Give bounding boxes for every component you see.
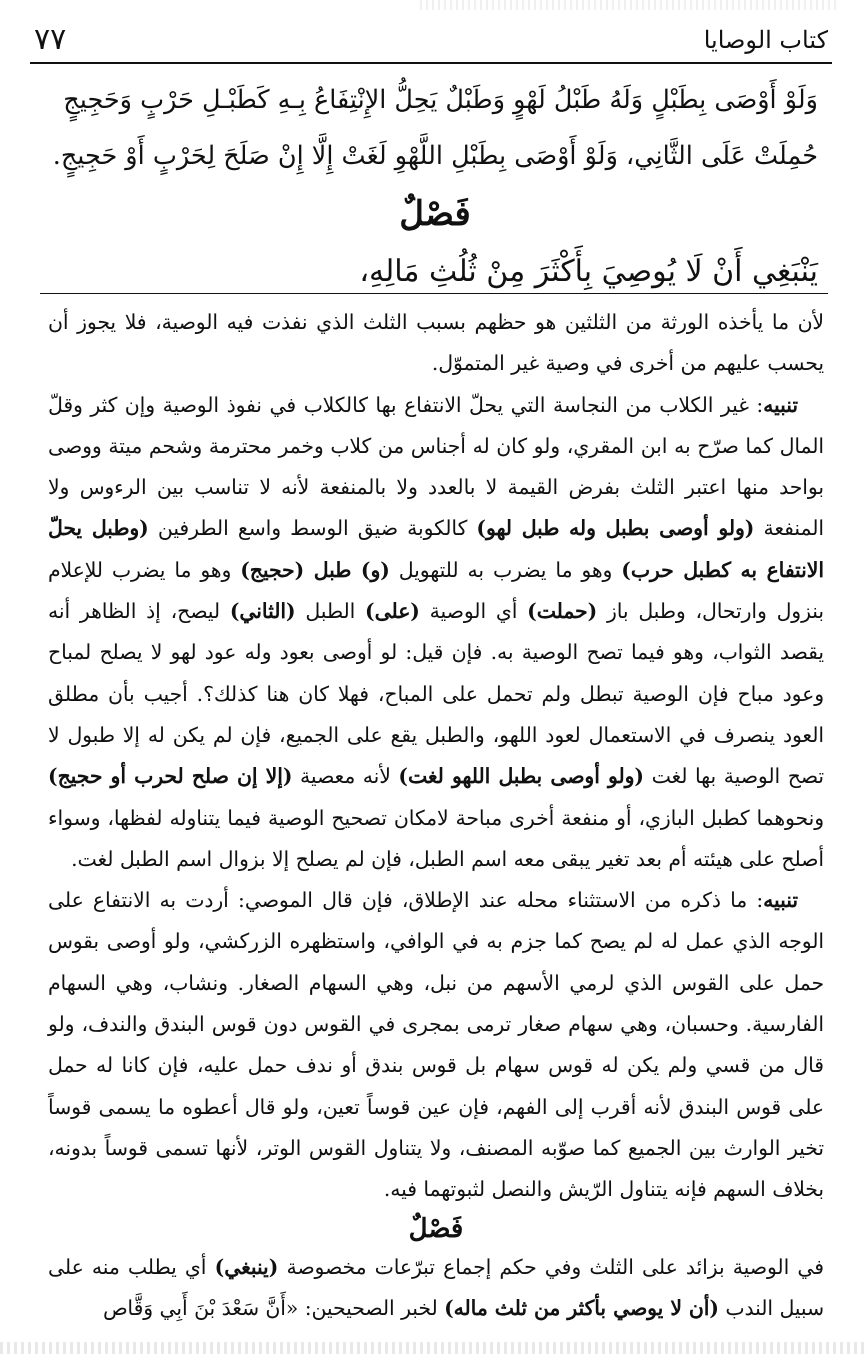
commentary-text: [48, 302, 824, 1329]
text-run: : غير الكلاب من النجاسة التي يحلّ الانتفاع بها كالكلاب في نفوذ الوصية وإن كثر وقلّ المال كما صرّح به ابن المقري، ولو كان له أجناس من كلاب وخمر محترمة وشحم ميتة ووصى بواحد منها اعتبر الثلث بفرض القيمة لا بالعدد ولا بالمنفعة لأنه لا تناسب بين الرءوس ولا المنفعة: [48, 392, 825, 541]
matn-quote: (ينبغي): [214, 1254, 279, 1279]
matn-quote: (و) طبل (حجيج): [240, 557, 390, 582]
matn-quote: (إلا إن صلح لحرب أو حجيج): [48, 764, 293, 789]
text-run: ونحوهما كطبل البازي، أو منفعة أخرى مباحة لامكان تصحيح الوصية فيما يتناوله لفظها، وسواء أصلح على هيئته أم بعد تغير يبقى معه اسم الطبل، فإن لم يصلح إلا بزوال اسم الطبل لغت.: [48, 805, 824, 871]
text-run: وهو ما يضرب للإعلام بنزول وارتحال، وطبل باز: [48, 557, 824, 624]
matn-line-1: وَلَوْ أَوْصَى بِطَبْلٍ وَلَهُ طَبْلُ لَهْوٍ وَطَبْلٌ يَحِلُّ الإِنْتِفَاعُ بِـهِ كَطَبْـلِ حَرْبٍ وَحَجِيجٍ: [63, 85, 818, 115]
matn-quote: (أن لا يوصي بأكثر من ثلث ماله): [444, 1295, 719, 1320]
text-run: ليصح، إذ الظاهر أنه يقصد الثواب، وهو فيما تصح الوصية به. فإن قيل: لو أوصى بعود وله عود لهو لا يصلح لمباح وعود مباح فإن الوصية تبطل ولم تحمل على المباح، فهلا كان هنا كذلك؟. أجيب بأن مطلق العود ينصرف في الاستعمال لعود اللهو، والطبل يقع على الجميع، فإن لم يكن له إلا طبول لا تصح الوصية بها لغت: [48, 599, 824, 789]
page-header: [30, 16, 832, 64]
divider-line: [40, 293, 828, 294]
scan-noise-top: [420, 0, 840, 10]
section-heading: فَصْلٌ: [399, 194, 471, 234]
matn-quote: (على): [365, 599, 420, 624]
page-number: ٧٧: [34, 22, 67, 57]
text-run: : ما ذكره من الاستثناء محله عند الإطلاق، فإن قال الموصي: أردت به الانتفاع على الوجه الذي عمل له لم يصح كما جزم به في الوافي، واستظهره الزركشي، ولو أوصى بقوس حمل على القوس الذي لرمي الأسهم من نبل، وهي السهام الصغار. ونشاب، وهي السهام الفارسية. وحسبان، وهي سهام صغار ترمى بمجرى في القوس دون قوس البندق والندف، ولو قال من قسي ولم يكن له قوس سهام بل قوس بندق أو ندف حمل عليه، فإن كانا له حمل على قوس البندق لأنه أقرب إلى الفهم، فإن عين قوساً تعين، ولو قال أعطوه ما يسمى قوساً تخير الوارث بين الجميع كما صوّبه المصنف، ولا يتناول القوس الوتر، لأنها تسمى قوساً بدونه، بخلاف السهم فإنه يتناول الرّيش والنصل لثبوتهما فيه.: [48, 888, 824, 1202]
matn-line-3: يَنْبَغِي أَنْ لَا يُوصِيَ بِأَكْثَرَ مِنْ ثُلُثِ مَالِهِ،: [359, 254, 818, 289]
matn-quote: (ولو أوصى بطبل وله طبل لهو): [476, 516, 755, 541]
scan-noise-bottom: [0, 1342, 868, 1354]
matn-quote: (ولو أوصى بطبل اللهو لغت): [398, 764, 645, 789]
text-run: لخبر الصحيحين: «أَنَّ سَعْدَ بْنَ أَبِي وَقَّاص: [102, 1295, 445, 1320]
text-run: أي الوصية: [419, 599, 528, 624]
matn-line-2: حُمِلَتْ عَلَى الثَّانِي، وَلَوْ أَوْصَى بِطَبْلِ اللَّهْوِ لَغَتْ إِلَّا إِنْ صَلَحَ لِحَرْبٍ أَوْ حَجِيجٍ.: [52, 141, 818, 171]
commentary-paragraph-1: لأن ما يأخذه الورثة من الثلثين هو حظهم بسبب الثلث الذي نفذت فيه الوصية، فلا يجوز أن يحسب عليهم من أخرى في وصية غير المتموّل.: [48, 310, 824, 376]
text-run: الطبل: [295, 599, 366, 624]
section-heading-2: فَصْلٌ: [408, 1213, 464, 1244]
text-run: وهو ما يضرب به للتهويل: [389, 557, 622, 582]
commentary-paragraph-3: [48, 880, 824, 1210]
text-run: في الوصية بزائد على الثلث وفي حكم إجماع تبرّعات مخصوصة: [278, 1254, 824, 1279]
matn-text: [52, 72, 818, 300]
tanbih-label: تنبيه: [763, 392, 798, 417]
commentary-paragraph-2: [48, 385, 824, 881]
text-run: لأنه معصية: [292, 764, 399, 789]
text-run: كالكوبة ضيق الوسط واسع الطرفين: [148, 516, 477, 541]
commentary-paragraph-4: [48, 1247, 824, 1330]
tanbih-label: تنبيه: [763, 888, 798, 913]
matn-quote: (وطبل يحلّ الانتفاع به كطبل حرب): [48, 516, 824, 582]
text-run: أي يطلب منه على سبيل الندب: [48, 1254, 824, 1320]
matn-quote: (حملت): [527, 599, 598, 624]
running-title: كتاب الوصايا: [703, 26, 828, 54]
matn-quote: (الثاني): [229, 599, 296, 624]
